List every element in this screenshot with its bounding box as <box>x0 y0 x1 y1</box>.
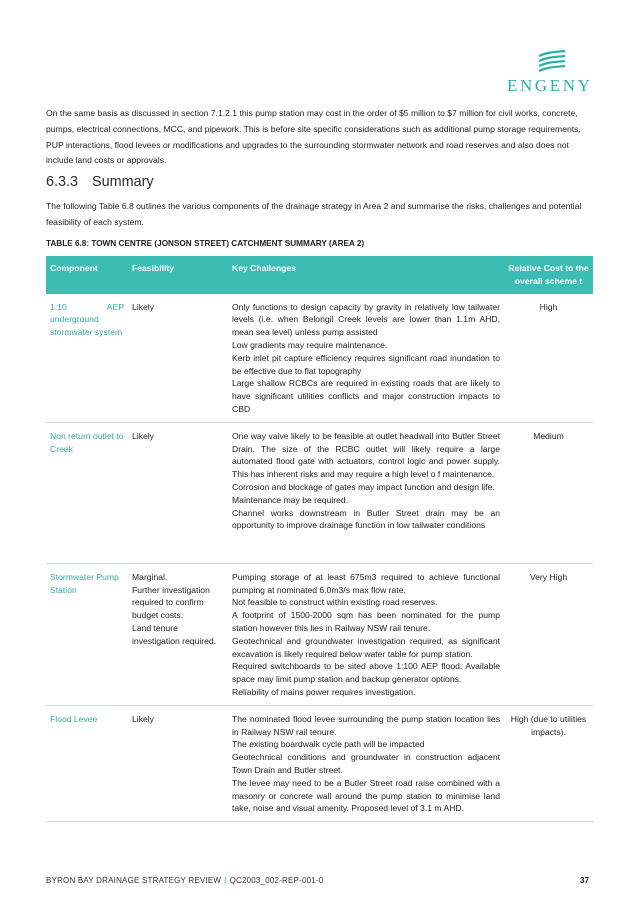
section-number: 6.3.3 <box>46 174 79 190</box>
challenges-cell <box>228 422 504 563</box>
feasibility-cell: Likely <box>128 422 228 563</box>
cost-cell: High (due to utilities impacts). <box>504 705 593 821</box>
header-relative-cost: Relative Cost to the overall scheme t <box>504 256 593 294</box>
engeny-logo <box>507 50 591 96</box>
challenge-item: The existing boardwalk cycle path will be impacted <box>232 739 425 750</box>
summary-table <box>46 256 593 822</box>
section-description: The following Table 6.8 outlines the various components of the drainage strategy in Area 2 and summarise the risks, challenges and potential feasibility of each system. <box>46 201 582 227</box>
challenge-item: Maintenance may be required. <box>232 494 349 505</box>
feasibility-cell: Likely <box>128 294 228 423</box>
challenge-item: One way valve likely to be feasible at outlet headwall into Butler Street Drain. The size of the RCBC outlet will likely require a large automated flood gate with actuators, control logic and power supply. This has inherent risks and may require a high level o f maintenance. <box>232 430 500 480</box>
component-cell: Non return outlet to Creek <box>46 422 128 563</box>
challenge-item: Reliability of mains power requires investigation. <box>232 686 416 697</box>
table-row <box>46 563 593 705</box>
challenge-item: Required switchboards to be sited above 1:100 AEP flood. Available space may limit pump station and backup generator options. <box>232 661 500 685</box>
header-feasibility: Feasibility <box>128 256 228 294</box>
challenge-item: Large shallow RCBCs are required in existing roads that are likely to have significant utilities conflicts and major construction impacts to CBD <box>232 378 500 414</box>
component-cell: Flood Levee <box>46 705 128 821</box>
challenges-cell <box>228 294 504 423</box>
table-row <box>46 294 593 423</box>
component-cell: Stormwater Pump Station <box>46 563 128 705</box>
challenge-item: Low gradients may require maintenance. <box>232 339 388 350</box>
challenge-item: Not feasible to construct within existing road reserves. <box>232 597 438 608</box>
challenge-item: Corrosion and blockage of gates may impact function and design life. <box>232 481 495 492</box>
component-cell: 1:10 AEP underground stormwater system <box>46 294 128 423</box>
footer-separator: I <box>224 876 227 885</box>
challenge-item: Kerb inlet pit capture efficiency requires significant road inundation to be effective due to flat topography <box>232 352 500 376</box>
footer <box>46 876 323 885</box>
challenge-item: Channel works downstream in Butler Street drain may be an opportunity to improve drainage function in low tailwater conditions <box>232 507 500 531</box>
challenge-item: The levee may need to be a Butler Street road raise combined with a masonry or concrete wall around the pump station to minimise land take, noise and visual amenity. Proposed level of 3.1 m AHD. <box>232 777 500 814</box>
header-key-challenges: Key Challenges <box>228 256 504 294</box>
section-title: Summary <box>92 174 154 190</box>
challenge-item: A footprint of 1500-2000 sqm has been nominated for the pump station however this lies in Railway NSW rail tenure. <box>232 610 500 633</box>
feasibility-cell <box>128 563 228 705</box>
intro-paragraph: On the same basis as discussed in section 7.1.2.1 this pump station may cost in the order of $5 million to $7 million for civil works, concrete, pumps, electrical connections, MCC, and pipework. This is before site specific considerations such as additional pump storage requirements, PUP interactions, flood levees or modifications and upgrades to the surrounding stormwater network and road reserves and also does not include land costs or approvals. <box>46 108 581 166</box>
challenge-item: The nominated flood levee surrounding the pump station location lies in Railway NSW rail tenure. <box>232 713 500 737</box>
challenge-item: Geotechnical and groundwater investigation required, as significant excavation is likely required below water table for pump station. <box>232 635 500 659</box>
feasibility-item: Marginal. <box>132 571 168 582</box>
challenges-cell <box>228 705 504 821</box>
table-row <box>46 705 593 821</box>
challenge-item: Only functions to design capacity by gravity in relatively low tailwater levels (i.e. when Belongil Creek levels are lower than 1.1m AHD, mean sea level) unless pump assisted <box>232 301 500 338</box>
header-component: Component <box>46 256 128 294</box>
challenge-item: Pumping storage of at least 675m3 required to achieve functional pumping at nominated 6.0m3/s max flow rate. <box>232 571 500 595</box>
feasibility-item: Further investigation required to confirm budget costs. <box>132 584 210 621</box>
wave-logo-icon <box>537 50 567 72</box>
section-heading <box>46 174 154 190</box>
challenges-cell <box>228 563 504 705</box>
feasibility-item: Land tenure investigation required. <box>132 622 217 646</box>
table-row <box>46 422 593 563</box>
cost-cell: Very High <box>504 563 593 705</box>
footer-doc-ref: QC2003_002-REP-001-0 <box>229 876 324 885</box>
page-number: 37 <box>580 876 590 885</box>
cost-cell: High <box>504 294 593 423</box>
feasibility-cell: Likely <box>128 705 228 821</box>
challenge-item: Geotechnical conditions and groundwater in construction adjacent Town Drain and Butler street. <box>232 752 500 775</box>
table-caption: TABLE 6.8: TOWN CENTRE (JONSON STREET) CATCHMENT SUMMARY (AREA 2) <box>46 239 365 248</box>
footer-title: BYRON BAY DRAINAGE STRATEGY REVIEW <box>46 876 222 885</box>
cost-cell: Medium <box>504 422 593 563</box>
logo-wordmark: ENGENY <box>507 76 593 95</box>
table-header-row <box>46 256 593 294</box>
